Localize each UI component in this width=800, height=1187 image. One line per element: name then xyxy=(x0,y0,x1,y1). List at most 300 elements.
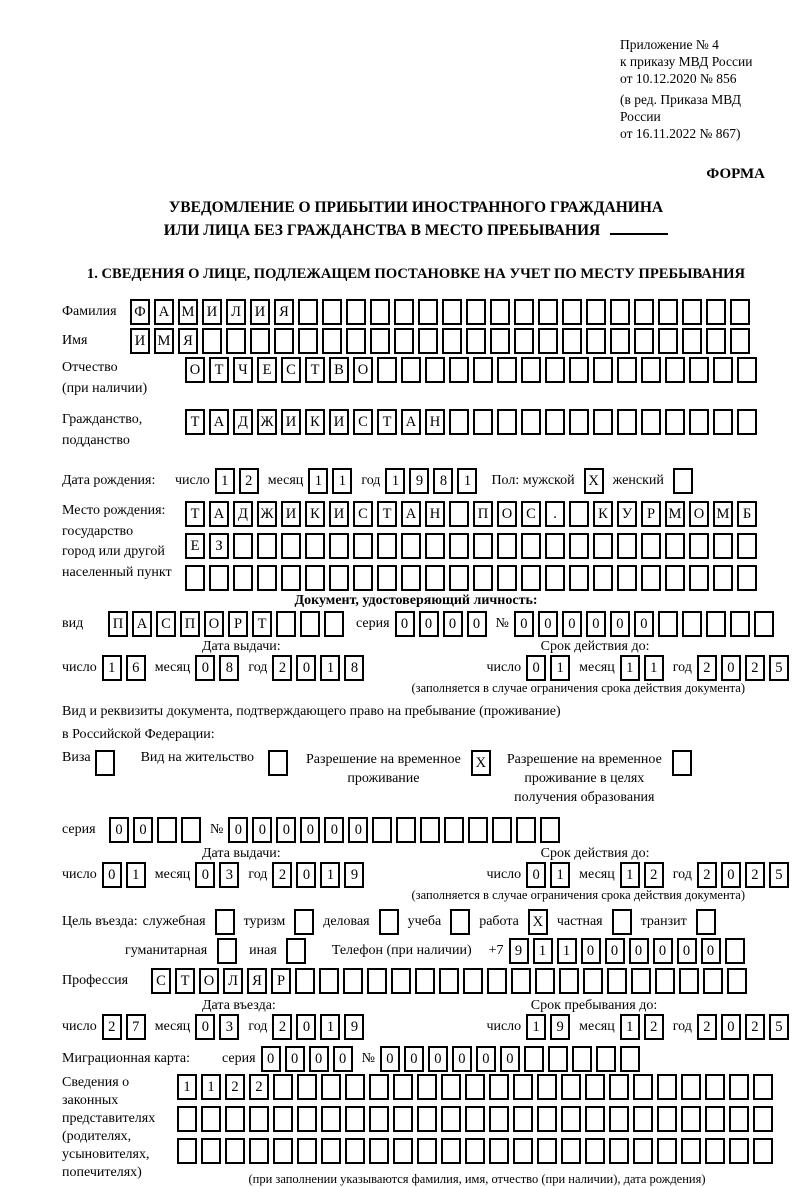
char-cell xyxy=(157,817,177,843)
char-cell xyxy=(417,1138,437,1164)
char-cell xyxy=(369,1074,389,1100)
char-cell xyxy=(274,328,294,354)
char-cell: Е xyxy=(257,357,277,383)
month-label: месяц xyxy=(579,1019,615,1034)
char-cell xyxy=(497,357,517,383)
form-title xyxy=(62,197,770,242)
char-cell: Т xyxy=(377,409,397,435)
char-cell xyxy=(329,565,349,591)
char-cell xyxy=(492,817,512,843)
char-cell xyxy=(729,1106,749,1132)
char-cell: 2 xyxy=(225,1074,245,1100)
char-cell: 0 xyxy=(309,1046,329,1072)
char-cell xyxy=(562,328,582,354)
char-cell xyxy=(425,565,445,591)
char-cell xyxy=(665,565,685,591)
char-cell xyxy=(641,565,661,591)
char-cell xyxy=(401,565,421,591)
char-cell xyxy=(297,1074,317,1100)
char-cell: 0 xyxy=(133,817,153,843)
char-cell xyxy=(535,968,555,994)
char-cell: 0 xyxy=(261,1046,281,1072)
char-cell: 1 xyxy=(457,468,477,494)
char-cell: А xyxy=(209,501,229,527)
char-cell: Ж xyxy=(257,501,277,527)
stay-doc-options-row xyxy=(62,750,770,807)
purpose-study-label: учеба xyxy=(407,914,442,929)
stay-expiry-day xyxy=(526,862,574,888)
char-cell xyxy=(473,565,493,591)
char-cell: А xyxy=(209,409,229,435)
char-cell: 1 xyxy=(215,468,235,494)
char-cell xyxy=(682,299,702,325)
char-cell: 0 xyxy=(419,611,439,637)
stay-series-boxes xyxy=(109,817,205,843)
char-cell xyxy=(593,533,613,559)
given-name-label: Имя xyxy=(62,333,88,348)
char-cell xyxy=(610,328,630,354)
char-cell xyxy=(545,565,565,591)
char-cell: 0 xyxy=(443,611,463,637)
stay-doc-intro: Вид и реквизиты документа, подтверждающего право на пребывание (проживание) в Российской Федерации: xyxy=(62,704,561,742)
form-title-line1: УВЕДОМЛЕНИЕ О ПРИБЫТИИ ИНОСТРАННОГО ГРАЖДАНИНА xyxy=(168,199,664,216)
char-cell xyxy=(569,501,589,527)
char-cell xyxy=(225,1138,245,1164)
day-label: число xyxy=(486,660,522,675)
char-cell xyxy=(681,1138,701,1164)
char-cell xyxy=(463,968,483,994)
char-cell xyxy=(372,817,392,843)
char-cell xyxy=(617,533,637,559)
char-cell: К xyxy=(305,501,325,527)
char-cell xyxy=(295,968,315,994)
migration-number-label: № xyxy=(361,1051,375,1066)
doc-issue-month xyxy=(195,655,243,681)
char-cell: О xyxy=(204,611,224,637)
birth-day-boxes xyxy=(215,468,263,494)
section1-heading: 1. СВЕДЕНИЯ О ЛИЦЕ, ПОДЛЕЖАЩЕМ ПОСТАНОВКЕ НА УЧЕТ ПО МЕСТУ ПРЕБЫВАНИЯ xyxy=(86,266,746,282)
char-cell: 9 xyxy=(344,1014,364,1040)
surname-boxes xyxy=(130,299,754,325)
char-cell xyxy=(545,533,565,559)
char-cell: 0 xyxy=(526,655,546,681)
amendment-line: от 16.11.2022 № 867) xyxy=(620,126,741,141)
char-cell: 1 xyxy=(332,468,352,494)
char-cell: 9 xyxy=(409,468,429,494)
char-cell xyxy=(689,357,709,383)
char-cell: 0 xyxy=(467,611,487,637)
form-title-line2: ИЛИ ЛИЦА БЕЗ ГРАЖДАНСТВА В МЕСТО ПРЕБЫВАНИЯ xyxy=(62,219,770,242)
char-cell xyxy=(682,328,702,354)
char-cell: И xyxy=(329,409,349,435)
char-cell: 2 xyxy=(644,1014,664,1040)
char-cell: 0 xyxy=(514,611,534,637)
char-cell: 8 xyxy=(344,655,364,681)
stay-until-month xyxy=(620,1014,668,1040)
stay-doc-note: (заполняется в случае ограничения срока действия документа) xyxy=(411,888,745,902)
char-cell: О xyxy=(353,357,373,383)
char-cell xyxy=(586,299,606,325)
char-cell: К xyxy=(593,501,613,527)
char-cell xyxy=(345,1074,365,1100)
given-name-row xyxy=(62,328,770,354)
doc-number-boxes xyxy=(514,611,778,637)
birth-year-boxes xyxy=(385,468,481,494)
char-cell: 0 xyxy=(109,817,129,843)
purpose-transit-label: транзит xyxy=(640,914,687,929)
char-cell: 0 xyxy=(380,1046,400,1072)
char-cell: И xyxy=(202,299,222,325)
char-cell xyxy=(425,533,445,559)
char-cell: Т xyxy=(209,357,229,383)
char-cell: 2 xyxy=(272,862,292,888)
char-cell xyxy=(466,328,486,354)
issue-date-heading: Дата выдачи: xyxy=(202,639,281,654)
stay-doc-series-row xyxy=(62,817,770,843)
sex-label: Пол: мужской xyxy=(491,473,575,488)
char-cell xyxy=(706,299,726,325)
stay-number-label: № xyxy=(210,822,224,837)
char-cell xyxy=(609,1138,629,1164)
char-cell xyxy=(439,968,459,994)
char-cell xyxy=(561,1138,581,1164)
char-cell xyxy=(593,357,613,383)
char-cell: Р xyxy=(228,611,248,637)
char-cell xyxy=(497,565,517,591)
entry-month xyxy=(195,1014,243,1040)
char-cell: Т xyxy=(185,501,205,527)
stay-issue-year xyxy=(272,862,368,888)
purpose-humanitarian-checkbox xyxy=(217,938,237,964)
char-cell xyxy=(177,1106,197,1132)
char-cell xyxy=(249,1106,269,1132)
char-cell xyxy=(730,328,750,354)
char-cell: 2 xyxy=(745,1014,765,1040)
char-cell xyxy=(713,565,733,591)
char-cell xyxy=(353,533,373,559)
appendix-line: Приложение № 4 xyxy=(620,37,719,52)
char-cell xyxy=(545,409,565,435)
char-cell xyxy=(538,299,558,325)
char-cell: 2 xyxy=(745,862,765,888)
char-cell xyxy=(641,357,661,383)
temp-residence-edu-label: Разрешение на временное проживание в целях получения образования xyxy=(506,752,662,805)
char-cell: 0 xyxy=(526,862,546,888)
char-cell xyxy=(353,565,373,591)
char-cell: 6 xyxy=(126,655,146,681)
char-cell: 2 xyxy=(102,1014,122,1040)
char-cell: А xyxy=(132,611,152,637)
char-cell xyxy=(394,299,414,325)
month-label: месяц xyxy=(267,473,304,488)
char-cell: 0 xyxy=(324,817,344,843)
char-cell xyxy=(665,357,685,383)
char-cell xyxy=(725,938,745,964)
temp-residence-checkbox: X xyxy=(471,750,491,776)
char-cell xyxy=(442,328,462,354)
patronymic-row xyxy=(62,357,770,399)
char-cell xyxy=(521,565,541,591)
char-cell xyxy=(737,565,757,591)
char-cell xyxy=(468,817,488,843)
char-cell xyxy=(225,1106,245,1132)
appendix-block xyxy=(620,36,770,142)
surname-label: Фамилия xyxy=(62,304,117,319)
char-cell: А xyxy=(154,299,174,325)
char-cell: 1 xyxy=(385,468,405,494)
month-label: месяц xyxy=(579,867,615,882)
char-cell xyxy=(250,328,270,354)
char-cell: О xyxy=(199,968,219,994)
char-cell xyxy=(401,533,421,559)
char-cell: 0 xyxy=(228,817,248,843)
char-cell xyxy=(466,299,486,325)
stay-issue-month xyxy=(195,862,243,888)
birth-date-label: Дата рождения: xyxy=(62,473,156,488)
amendment-line: (в ред. Приказа МВД России xyxy=(620,92,741,124)
char-cell xyxy=(281,565,301,591)
char-cell: 0 xyxy=(285,1046,305,1072)
char-cell xyxy=(682,611,702,637)
char-cell xyxy=(370,328,390,354)
char-cell xyxy=(465,1138,485,1164)
char-cell: 0 xyxy=(677,938,697,964)
char-cell: 1 xyxy=(102,655,122,681)
char-cell xyxy=(276,611,296,637)
char-cell xyxy=(321,1138,341,1164)
char-cell xyxy=(441,1138,461,1164)
expiry-date-heading: Срок действия до: xyxy=(540,639,650,654)
char-cell xyxy=(297,1138,317,1164)
char-cell: 0 xyxy=(500,1046,520,1072)
patronymic-label: Отчество (при наличии) xyxy=(62,360,148,396)
char-cell xyxy=(609,1074,629,1100)
stay-doc-date-headings xyxy=(62,846,770,862)
char-cell: С xyxy=(521,501,541,527)
char-cell xyxy=(514,299,534,325)
char-cell xyxy=(524,1046,544,1072)
char-cell xyxy=(449,501,469,527)
char-cell xyxy=(633,1106,653,1132)
char-cell xyxy=(511,968,531,994)
char-cell: 9 xyxy=(344,862,364,888)
char-cell: 0 xyxy=(428,1046,448,1072)
char-cell xyxy=(753,1106,773,1132)
char-cell: С xyxy=(281,357,301,383)
month-label: месяц xyxy=(154,660,191,675)
char-cell: 0 xyxy=(195,862,215,888)
char-cell xyxy=(417,1074,437,1100)
birth-place-boxrows xyxy=(185,501,761,591)
doc-series-boxes xyxy=(395,611,491,637)
char-cell: 0 xyxy=(562,611,582,637)
char-cell xyxy=(417,1106,437,1132)
char-cell xyxy=(572,1046,592,1072)
char-cell xyxy=(345,1106,365,1132)
char-cell: 9 xyxy=(550,1014,570,1040)
doc-expiry-year xyxy=(697,655,793,681)
identity-doc-date-headings xyxy=(62,639,770,655)
char-cell xyxy=(545,357,565,383)
char-cell xyxy=(713,533,733,559)
char-cell xyxy=(201,1138,221,1164)
char-cell xyxy=(202,328,222,354)
purpose-tourism-checkbox xyxy=(294,909,314,935)
month-label: месяц xyxy=(154,1019,191,1034)
char-cell: Л xyxy=(226,299,246,325)
char-cell: 2 xyxy=(745,655,765,681)
char-cell xyxy=(617,409,637,435)
migration-card-label: Миграционная карта: xyxy=(62,1051,191,1066)
char-cell: Т xyxy=(175,968,195,994)
char-cell: 9 xyxy=(509,938,529,964)
birth-place-boxes-row3 xyxy=(185,565,761,591)
char-cell xyxy=(319,968,339,994)
char-cell: 0 xyxy=(634,611,654,637)
char-cell: 3 xyxy=(219,1014,239,1040)
stay-expiry-month xyxy=(620,862,668,888)
day-label: число xyxy=(486,1019,522,1034)
char-cell xyxy=(465,1074,485,1100)
char-cell: 0 xyxy=(586,611,606,637)
char-cell xyxy=(634,328,654,354)
char-cell: Б xyxy=(737,501,757,527)
phone-prefix: +7 xyxy=(488,943,504,958)
purpose-transit-checkbox xyxy=(696,909,716,935)
purpose-tourism-label: туризм xyxy=(243,914,286,929)
char-cell: Е xyxy=(185,533,205,559)
char-cell xyxy=(689,409,709,435)
char-cell xyxy=(521,357,541,383)
appendix-line: к приказу МВД России xyxy=(620,54,753,69)
char-cell xyxy=(548,1046,568,1072)
char-cell: 5 xyxy=(769,1014,789,1040)
phone-boxes xyxy=(509,938,749,964)
char-cell xyxy=(737,409,757,435)
char-cell xyxy=(273,1138,293,1164)
day-label: число xyxy=(62,867,97,882)
surname-row xyxy=(62,299,770,325)
char-cell: П xyxy=(180,611,200,637)
char-cell xyxy=(442,299,462,325)
char-cell xyxy=(609,1106,629,1132)
char-cell xyxy=(665,409,685,435)
char-cell xyxy=(681,1106,701,1132)
representatives-label: Сведения о законных представителях (родителях, усыновителях, попечителях) xyxy=(62,1075,156,1180)
char-cell xyxy=(367,968,387,994)
char-cell xyxy=(473,357,493,383)
char-cell xyxy=(705,1106,725,1132)
patronymic-boxes xyxy=(185,357,761,383)
char-cell xyxy=(226,328,246,354)
purpose-official-checkbox xyxy=(215,909,235,935)
char-cell xyxy=(705,1074,725,1100)
char-cell: 0 xyxy=(721,862,741,888)
char-cell: Д xyxy=(233,501,253,527)
char-cell xyxy=(537,1074,557,1100)
char-cell: С xyxy=(151,968,171,994)
char-cell xyxy=(185,565,205,591)
char-cell: 1 xyxy=(526,1014,546,1040)
char-cell xyxy=(569,533,589,559)
char-cell xyxy=(298,328,318,354)
char-cell: А xyxy=(401,409,421,435)
char-cell xyxy=(561,1106,581,1132)
profession-boxes xyxy=(151,968,751,994)
purpose-other-checkbox xyxy=(286,938,306,964)
char-cell: Т xyxy=(185,409,205,435)
char-cell: М xyxy=(178,299,198,325)
char-cell xyxy=(658,611,678,637)
char-cell: У xyxy=(617,501,637,527)
year-label: год xyxy=(361,473,381,488)
doc-issue-year xyxy=(272,655,368,681)
representatives-boxes-row3 xyxy=(177,1138,777,1164)
char-cell xyxy=(444,817,464,843)
char-cell xyxy=(730,299,750,325)
char-cell: 1 xyxy=(620,1014,640,1040)
year-label: год xyxy=(248,1019,268,1034)
char-cell xyxy=(753,1074,773,1100)
char-cell: 0 xyxy=(452,1046,472,1072)
char-cell xyxy=(585,1106,605,1132)
char-cell xyxy=(513,1074,533,1100)
char-cell: 1 xyxy=(620,655,640,681)
identity-doc-heading: Документ, удостоверяющий личность: xyxy=(294,593,538,608)
citizenship-label: Гражданство, подданство xyxy=(62,412,143,448)
char-cell xyxy=(329,533,349,559)
char-cell: С xyxy=(156,611,176,637)
char-cell xyxy=(655,968,675,994)
char-cell xyxy=(513,1138,533,1164)
char-cell xyxy=(346,328,366,354)
char-cell: Я xyxy=(178,328,198,354)
visa-checkbox xyxy=(95,750,115,776)
purpose-private-label: частная xyxy=(556,914,603,929)
char-cell xyxy=(513,1106,533,1132)
temp-residence-label: Разрешение на временное проживание xyxy=(305,752,461,786)
char-cell: С xyxy=(353,409,373,435)
char-cell xyxy=(583,968,603,994)
char-cell: Ж xyxy=(257,409,277,435)
char-cell: 1 xyxy=(550,862,570,888)
year-label: год xyxy=(672,867,692,882)
char-cell xyxy=(425,357,445,383)
char-cell xyxy=(562,299,582,325)
char-cell: 2 xyxy=(249,1074,269,1100)
visit-purpose-row2 xyxy=(62,938,770,964)
char-cell: 0 xyxy=(476,1046,496,1072)
purpose-work-checkbox: X xyxy=(528,909,548,935)
residence-permit-checkbox xyxy=(268,750,288,776)
char-cell xyxy=(393,1106,413,1132)
char-cell xyxy=(516,817,536,843)
char-cell: 5 xyxy=(769,862,789,888)
char-cell: 2 xyxy=(697,1014,717,1040)
char-cell: 1 xyxy=(550,655,570,681)
stay-until-heading: Срок пребывания до: xyxy=(530,998,658,1013)
identity-doc-row xyxy=(62,611,770,637)
char-cell xyxy=(737,357,757,383)
char-cell: 0 xyxy=(252,817,272,843)
char-cell: К xyxy=(305,409,325,435)
doc-type-label: вид xyxy=(62,616,84,631)
char-cell xyxy=(233,533,253,559)
representatives-boxes-row1 xyxy=(177,1074,777,1100)
char-cell: М xyxy=(665,501,685,527)
char-cell xyxy=(257,533,277,559)
char-cell xyxy=(273,1074,293,1100)
